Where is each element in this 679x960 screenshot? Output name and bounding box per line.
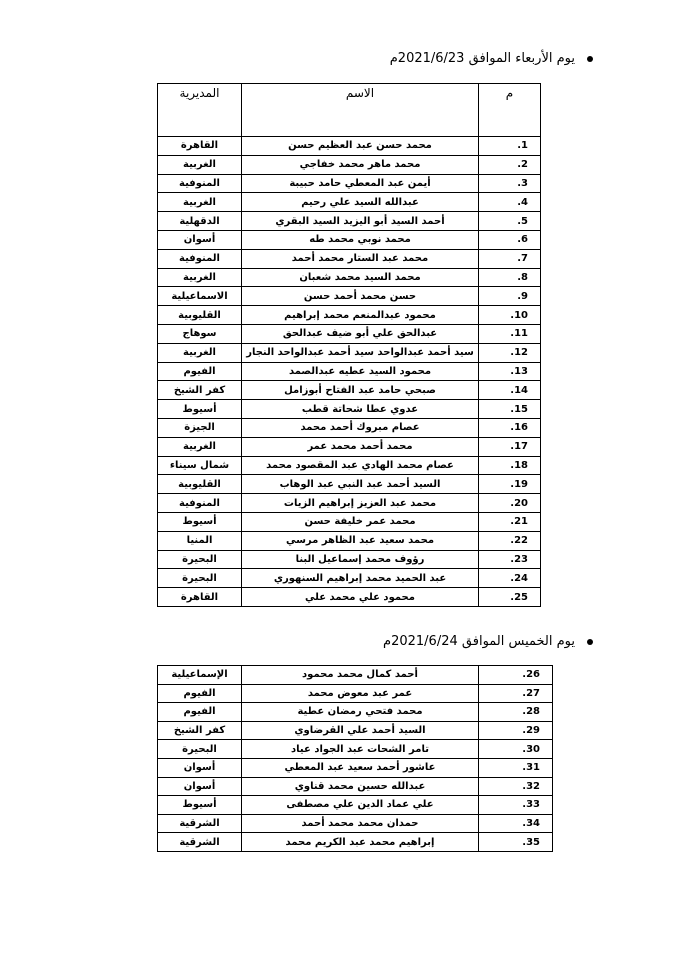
- row-number: 32.: [479, 777, 553, 796]
- row-number: 6.: [479, 230, 541, 249]
- table-row: [158, 212, 541, 231]
- table-row: [158, 193, 541, 212]
- row-name: أيمن عبد المعطي حامد حبيبة: [242, 174, 479, 193]
- day1-heading: [390, 51, 593, 66]
- row-directorate: الشرقية: [158, 814, 242, 833]
- row-directorate: سوهاج: [158, 324, 242, 343]
- row-directorate: الفيوم: [158, 362, 242, 381]
- row-directorate: الغربية: [158, 155, 242, 174]
- row-number: 1.: [479, 137, 541, 156]
- table-row: [158, 343, 541, 362]
- row-directorate: القليوبية: [158, 475, 242, 494]
- table-row: [158, 777, 553, 796]
- table-row: [158, 287, 541, 306]
- row-name: عبد الحميد محمد إبراهيم السنهوري: [242, 569, 479, 588]
- row-number: 10.: [479, 306, 541, 325]
- row-name: محمد عمر خليفة حسن: [242, 512, 479, 531]
- table-row: [158, 666, 553, 685]
- row-number: 12.: [479, 343, 541, 362]
- row-name: محمد عبد العزيز إبراهيم الزيات: [242, 494, 479, 513]
- row-name: عاشور أحمد سعيد عبد المعطي: [242, 758, 479, 777]
- row-name: علي عماد الدين علي مصطفى: [242, 796, 479, 815]
- row-name: محمد ماهر محمد خفاجي: [242, 155, 479, 174]
- row-number: 4.: [479, 193, 541, 212]
- table-row: [158, 230, 541, 249]
- row-number: 20.: [479, 494, 541, 513]
- row-directorate: الفيوم: [158, 703, 242, 722]
- table-row: [158, 268, 541, 287]
- row-directorate: القليوبية: [158, 306, 242, 325]
- row-number: 25.: [479, 588, 541, 607]
- row-name: عدوي عطا شحاتة قطب: [242, 400, 479, 419]
- row-number: 27.: [479, 684, 553, 703]
- table-row: [158, 418, 541, 437]
- row-name: حسن محمد أحمد حسن: [242, 287, 479, 306]
- day2-table: [157, 665, 553, 852]
- row-name: محمد السيد محمد شعبان: [242, 268, 479, 287]
- row-directorate: الاسماعيلية: [158, 287, 242, 306]
- table-row: [158, 456, 541, 475]
- table-row: [158, 531, 541, 550]
- row-name: عصام محمد الهادي عبد المقصود محمد: [242, 456, 479, 475]
- row-directorate: أسوان: [158, 230, 242, 249]
- table-row: [158, 569, 541, 588]
- day1-table: [157, 83, 541, 607]
- row-directorate: الغربية: [158, 268, 242, 287]
- row-name: صبحي حامد عبد الفتاح أبوزامل: [242, 381, 479, 400]
- table-row: [158, 796, 553, 815]
- table-row: [158, 137, 541, 156]
- row-number: 17.: [479, 437, 541, 456]
- row-name: أحمد كمال محمد محمود: [242, 666, 479, 685]
- table-row: [158, 437, 541, 456]
- table-row: [158, 174, 541, 193]
- row-number: 5.: [479, 212, 541, 231]
- row-number: 8.: [479, 268, 541, 287]
- row-directorate: البحيرة: [158, 740, 242, 759]
- row-name: محمد سعيد عبد الظاهر مرسي: [242, 531, 479, 550]
- table-row: [158, 721, 553, 740]
- table-row: [158, 814, 553, 833]
- row-directorate: الجيزة: [158, 418, 242, 437]
- row-name: السيد أحمد علي القرضاوي: [242, 721, 479, 740]
- table-row: [158, 758, 553, 777]
- row-name: السيد أحمد عبد النبي عبد الوهاب: [242, 475, 479, 494]
- row-name: تامر الشحات عبد الجواد عياد: [242, 740, 479, 759]
- table-row: [158, 362, 541, 381]
- row-number: 9.: [479, 287, 541, 306]
- row-directorate: الغربية: [158, 343, 242, 362]
- day1-heading-text: يوم الأربعاء الموافق 2021/6/23م: [389, 51, 575, 66]
- row-number: 11.: [479, 324, 541, 343]
- table-row: [158, 550, 541, 569]
- day2-table-body: [158, 666, 553, 852]
- row-number: 33.: [479, 796, 553, 815]
- row-directorate: المنوفية: [158, 249, 242, 268]
- row-number: 31.: [479, 758, 553, 777]
- row-directorate: أسيوط: [158, 796, 242, 815]
- row-name: إبراهيم محمد عبد الكريم محمد: [242, 833, 479, 852]
- day1-table-body: [158, 137, 541, 607]
- bullet-icon: [587, 639, 593, 645]
- table-row: [158, 324, 541, 343]
- row-name: حمدان محمد محمد أحمد: [242, 814, 479, 833]
- table-row: [158, 155, 541, 174]
- row-number: 30.: [479, 740, 553, 759]
- row-directorate: المنيا: [158, 531, 242, 550]
- row-number: 14.: [479, 381, 541, 400]
- row-directorate: الدقهلية: [158, 212, 242, 231]
- row-directorate: كفر الشيخ: [158, 721, 242, 740]
- bullet-icon: [587, 56, 593, 62]
- row-number: 21.: [479, 512, 541, 531]
- row-number: 7.: [479, 249, 541, 268]
- day2-heading: [383, 634, 593, 649]
- row-directorate: أسيوط: [158, 512, 242, 531]
- row-number: 3.: [479, 174, 541, 193]
- row-directorate: أسوان: [158, 777, 242, 796]
- row-number: 23.: [479, 550, 541, 569]
- header-num: م: [479, 84, 541, 137]
- row-directorate: القاهرة: [158, 588, 242, 607]
- row-name: محمود علي محمد علي: [242, 588, 479, 607]
- table-row: [158, 703, 553, 722]
- row-number: 24.: [479, 569, 541, 588]
- row-directorate: شمال سيناء: [158, 456, 242, 475]
- row-number: 26.: [479, 666, 553, 685]
- row-directorate: أسوان: [158, 758, 242, 777]
- table-row: [158, 475, 541, 494]
- row-number: 16.: [479, 418, 541, 437]
- row-name: سيد أحمد عبدالواحد سيد أحمد عبدالواحد النجار: [242, 343, 479, 362]
- table-row: [158, 588, 541, 607]
- row-directorate: الغربية: [158, 437, 242, 456]
- table-row: [158, 400, 541, 419]
- table-row: [158, 381, 541, 400]
- row-name: محمود السيد عطيه عبدالصمد: [242, 362, 479, 381]
- row-name: رؤوف محمد إسماعيل البنا: [242, 550, 479, 569]
- row-number: 28.: [479, 703, 553, 722]
- row-number: 15.: [479, 400, 541, 419]
- table-row: [158, 249, 541, 268]
- row-number: 2.: [479, 155, 541, 174]
- row-directorate: المنوفية: [158, 174, 242, 193]
- table-row: [158, 494, 541, 513]
- table-row: [158, 684, 553, 703]
- row-name: محمد فتحي رمضان عطية: [242, 703, 479, 722]
- row-number: 18.: [479, 456, 541, 475]
- row-name: محمد أحمد محمد عمر: [242, 437, 479, 456]
- table-row: [158, 306, 541, 325]
- row-number: 34.: [479, 814, 553, 833]
- row-directorate: المنوفية: [158, 494, 242, 513]
- row-name: محمد نوبي محمد طه: [242, 230, 479, 249]
- day2-heading-text: يوم الخميس الموافق 2021/6/24م: [383, 634, 575, 649]
- row-number: 19.: [479, 475, 541, 494]
- row-directorate: الشرقية: [158, 833, 242, 852]
- row-number: 35.: [479, 833, 553, 852]
- header-name: الاسم: [242, 84, 479, 137]
- header-directorate: المديرية: [158, 84, 242, 137]
- table-row: [158, 833, 553, 852]
- row-directorate: الإسماعيلية: [158, 666, 242, 685]
- row-number: 13.: [479, 362, 541, 381]
- row-directorate: الغربية: [158, 193, 242, 212]
- row-name: عصام مبروك أحمد محمد: [242, 418, 479, 437]
- table-header-row: [158, 84, 541, 137]
- row-name: محمد عبد الستار محمد أحمد: [242, 249, 479, 268]
- row-number: 29.: [479, 721, 553, 740]
- row-name: محمود عبدالمنعم محمد إبراهيم: [242, 306, 479, 325]
- row-directorate: الفيوم: [158, 684, 242, 703]
- row-directorate: البحيرة: [158, 569, 242, 588]
- row-directorate: القاهرة: [158, 137, 242, 156]
- row-directorate: البحيرة: [158, 550, 242, 569]
- row-directorate: أسيوط: [158, 400, 242, 419]
- table-row: [158, 512, 541, 531]
- row-name: عبدالله السيد علي رحيم: [242, 193, 479, 212]
- table-row: [158, 740, 553, 759]
- row-name: عبدالحق علي أبو ضيف عبدالحق: [242, 324, 479, 343]
- row-name: عبدالله حسين محمد قناوي: [242, 777, 479, 796]
- row-number: 22.: [479, 531, 541, 550]
- row-name: عمر عبد معوض محمد: [242, 684, 479, 703]
- row-name: محمد حسن عبد العظيم حسن: [242, 137, 479, 156]
- row-name: أحمد السيد أبو اليزيد السيد البقري: [242, 212, 479, 231]
- row-directorate: كفر الشيخ: [158, 381, 242, 400]
